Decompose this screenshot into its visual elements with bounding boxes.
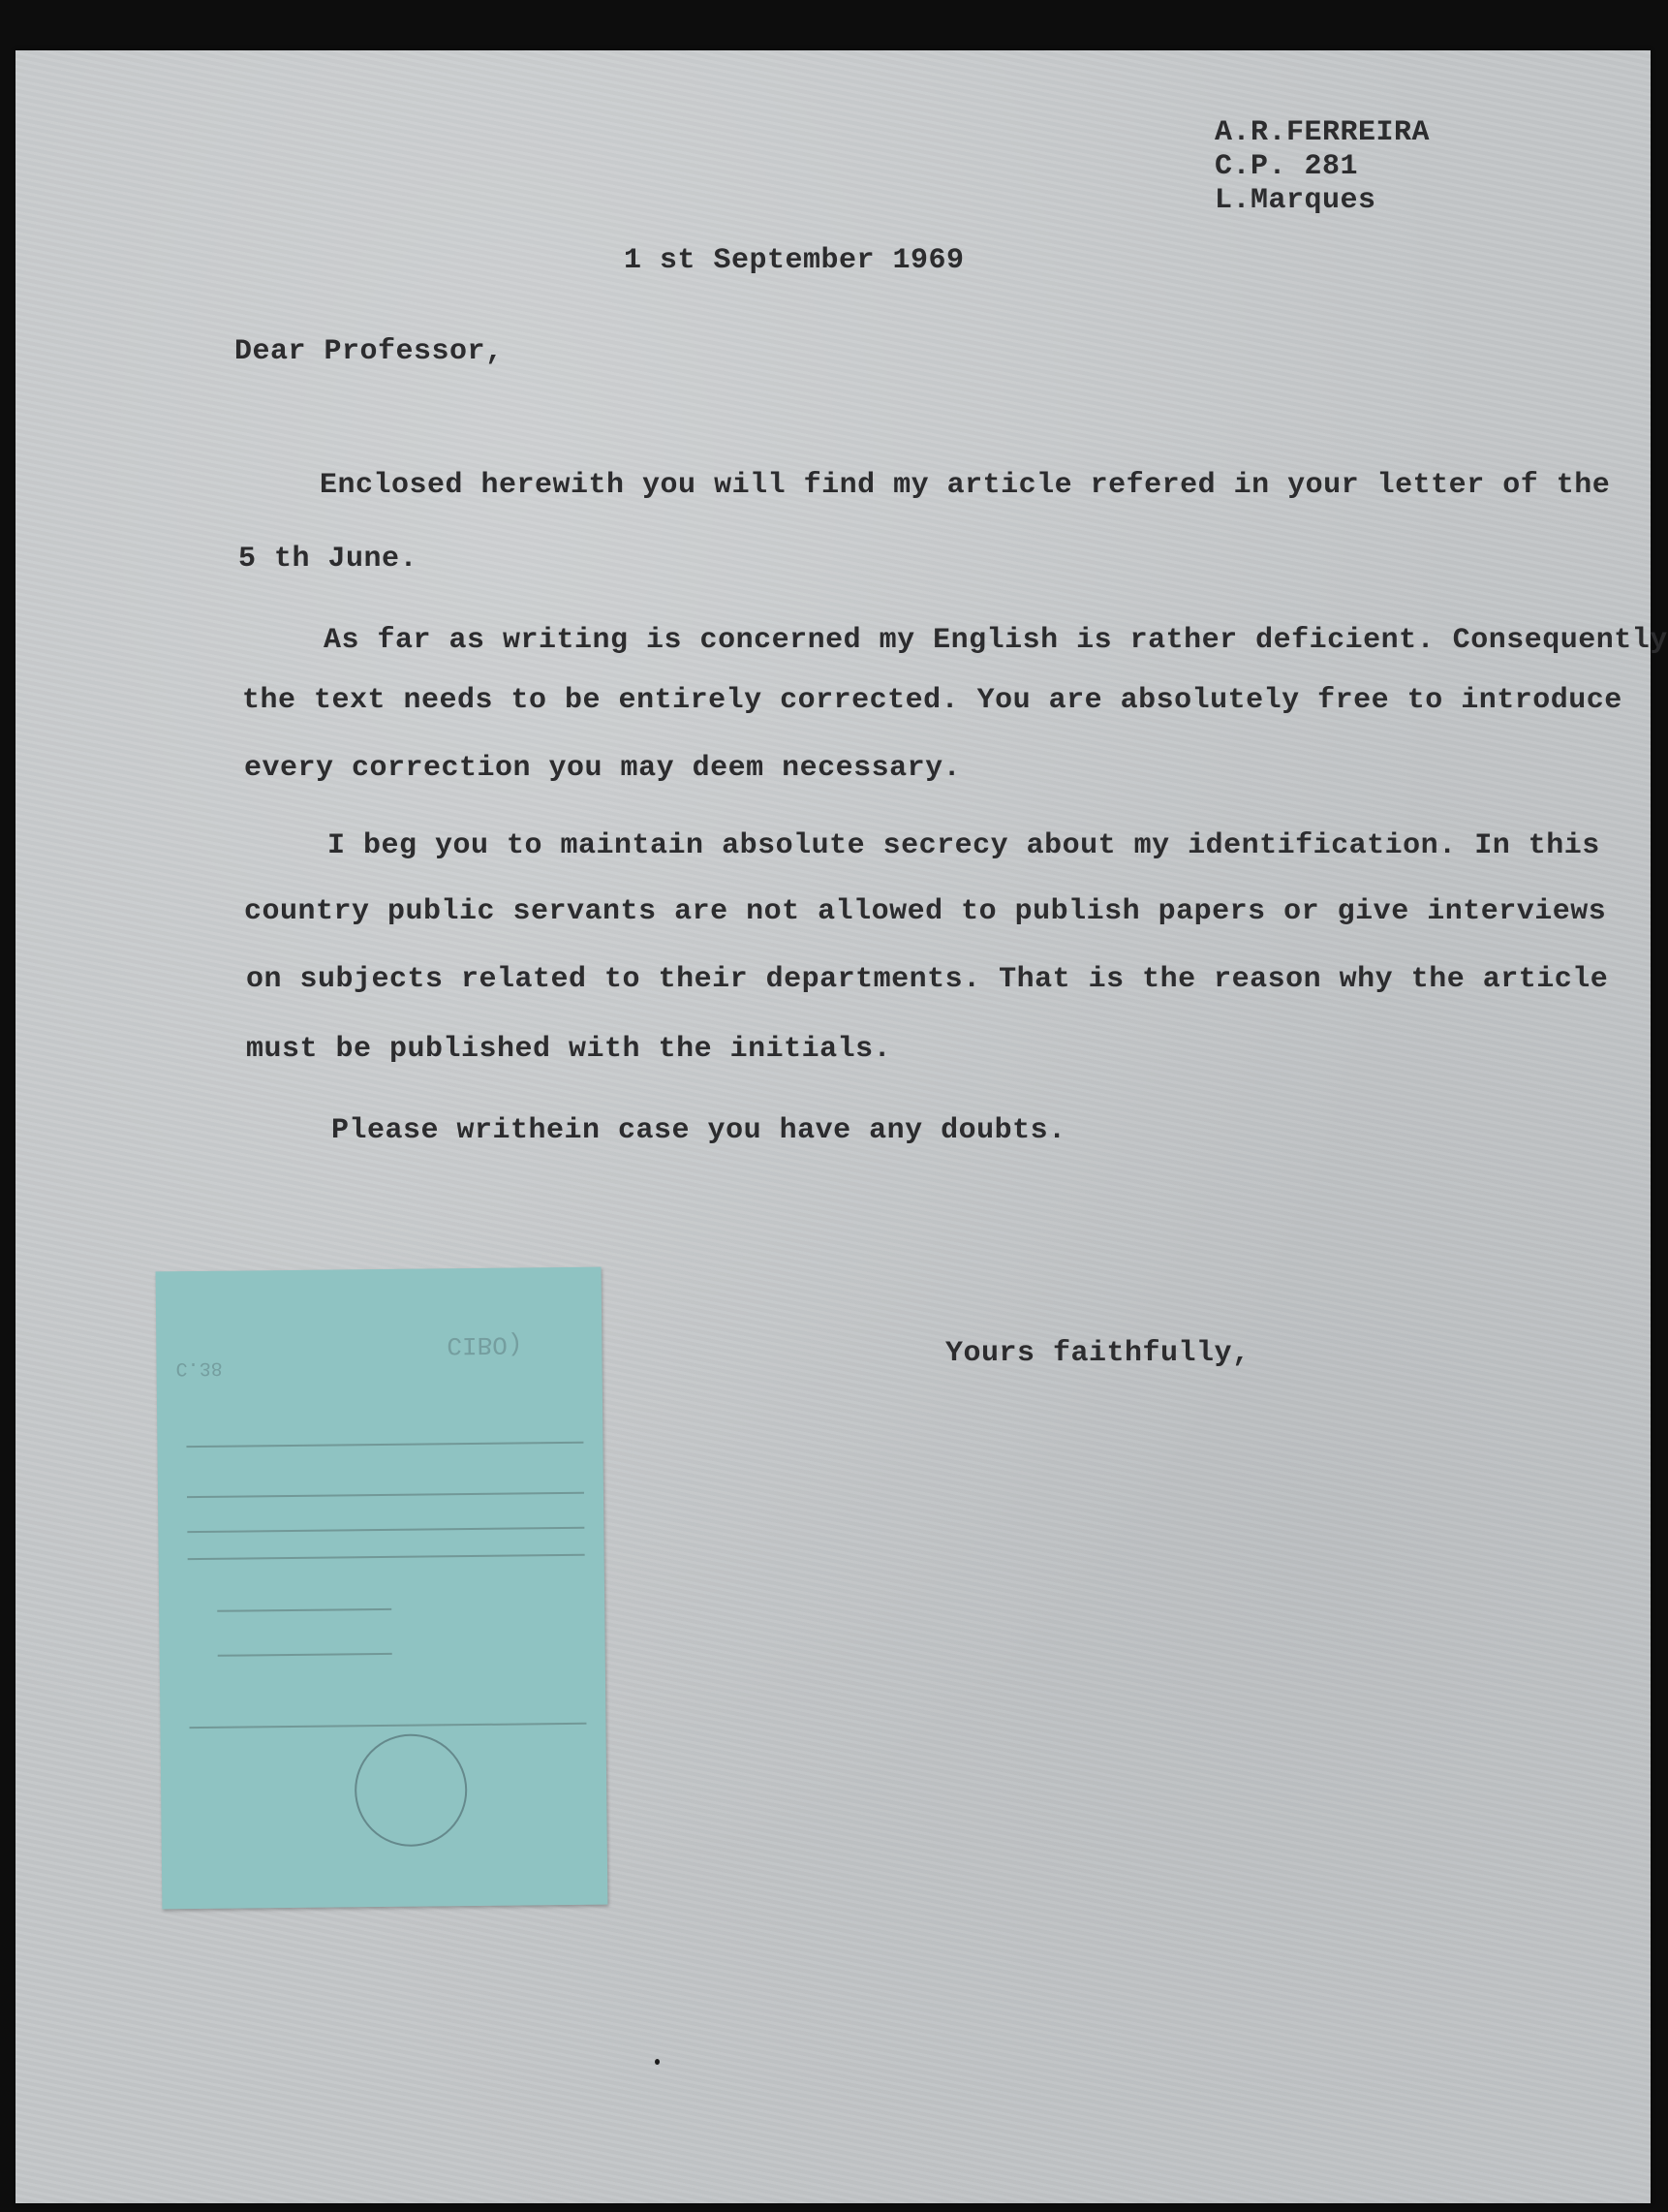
closing: Yours faithfully, (945, 1337, 1251, 1370)
receipt-rule (188, 1554, 585, 1560)
body-line: As far as writing is concerned my English is rather deficient. Consequently (324, 624, 1668, 657)
receipt-rule (187, 1492, 584, 1498)
paper-speck (655, 2059, 660, 2065)
body-line: 5 th June. (238, 543, 418, 576)
receipt-bleed-through-text: CIBO) (447, 1329, 523, 1360)
body-line: country public servants are not allowed to publish papers or give interviews (244, 895, 1607, 928)
body-line: must be published with the initials. (246, 1033, 892, 1066)
receipt-rule (187, 1527, 584, 1533)
receipt-rule (189, 1723, 586, 1729)
body-line: Enclosed herewith you will find my article refered in your letter of the (320, 469, 1611, 502)
sender-name: A.R.FERREIRA (1215, 116, 1431, 149)
body-line: Please writhein case you have any doubts. (331, 1114, 1066, 1147)
body-line: every correction you may deem necessary. (244, 752, 962, 785)
body-line: on subjects related to their departments. That is the reason why the article (246, 963, 1609, 996)
body-line: the text needs to be entirely corrected. You are absolutely free to introduce (242, 684, 1622, 717)
body-line: I beg you to maintain absolute secrecy about my identification. In this (327, 829, 1600, 862)
receipt-rule (218, 1653, 392, 1657)
attached-postal-receipt (156, 1267, 608, 1910)
receipt-bleed-through-text: C.38 (175, 1355, 223, 1380)
sender-box: C.P. 281 (1215, 150, 1359, 183)
receipt-rule (186, 1442, 583, 1448)
receipt-stamp-circle (355, 1733, 468, 1847)
letter-date: 1 st September 1969 (624, 244, 965, 277)
receipt-rule (217, 1608, 391, 1612)
salutation: Dear Professor, (234, 335, 504, 368)
sender-city: L.Marques (1215, 184, 1376, 217)
